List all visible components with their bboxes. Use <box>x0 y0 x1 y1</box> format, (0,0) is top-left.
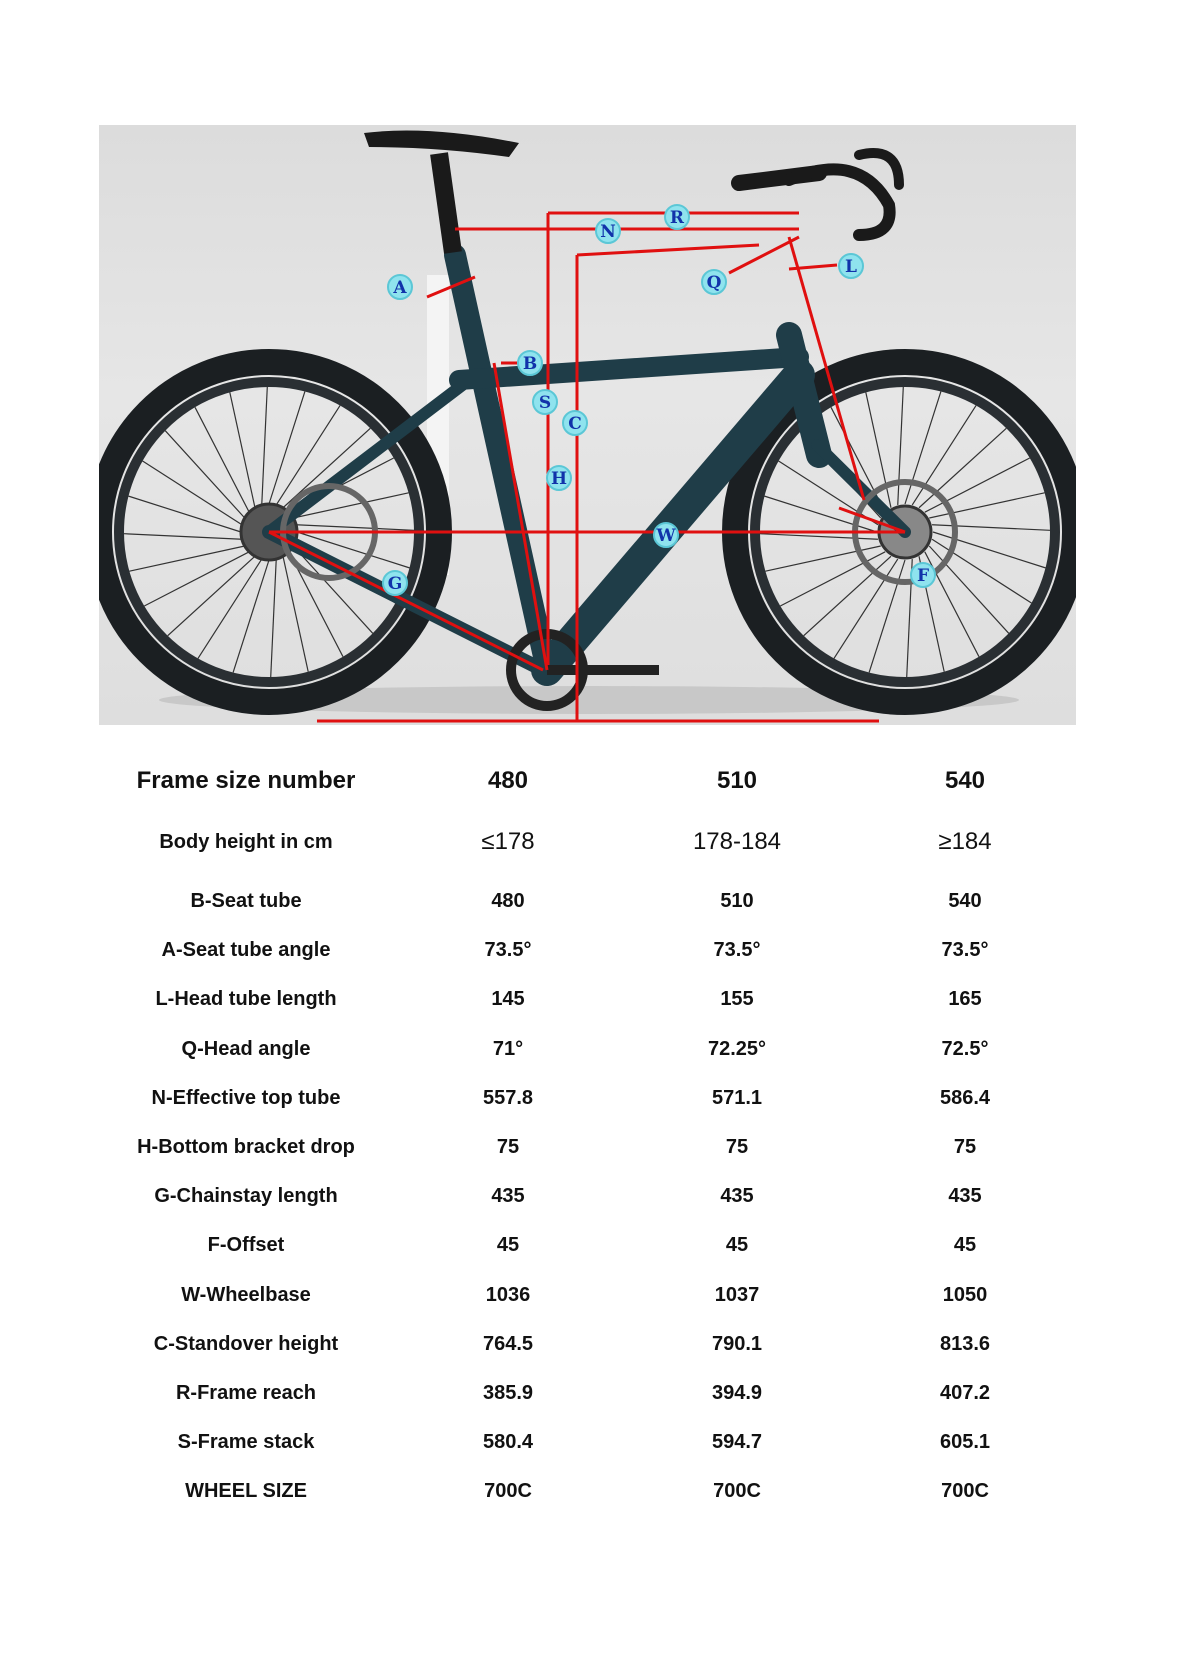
marker-letter: B <box>522 354 538 374</box>
table-row <box>98 1418 1078 1467</box>
row-value: 700C <box>713 1480 761 1503</box>
marker-letter: Q <box>706 273 722 293</box>
marker-f <box>911 563 935 587</box>
marker-r <box>665 205 689 229</box>
row-label: Body height in cm <box>159 830 333 853</box>
table-row <box>98 1025 1078 1074</box>
handlebar <box>739 153 899 235</box>
row-value: 557.8 <box>482 1086 534 1109</box>
row-value: 586.4 <box>939 1086 991 1109</box>
row-value: 73.5° <box>484 939 532 962</box>
bike-frame <box>269 255 905 670</box>
row-label: S-Frame stack <box>177 1431 315 1454</box>
row-value: 813.6 <box>939 1332 991 1355</box>
bike-illustration <box>99 125 1076 725</box>
row-label: C-Standover height <box>153 1332 339 1355</box>
marker-l <box>839 254 863 278</box>
table-row <box>98 877 1078 926</box>
row-value: ≤178 <box>481 828 535 855</box>
row-value: 594.7 <box>711 1431 763 1454</box>
row-value: 480 <box>491 890 525 913</box>
row-value: 45 <box>725 1234 749 1257</box>
row-value: 75 <box>725 1136 749 1159</box>
table-row <box>98 926 1078 975</box>
marker-c <box>563 411 587 435</box>
row-value: 72.25° <box>707 1037 767 1060</box>
row-value: 45 <box>953 1234 977 1257</box>
row-label: N-Effective top tube <box>151 1086 341 1109</box>
row-label: A-Seat tube angle <box>161 939 331 962</box>
row-label: G-Chainstay length <box>154 1185 338 1208</box>
marker-letter: N <box>600 222 616 242</box>
table-row <box>98 1221 1078 1270</box>
saddle <box>364 131 519 254</box>
row-value: 764.5 <box>482 1332 534 1355</box>
row-value: 407.2 <box>939 1381 991 1404</box>
marker-b <box>518 351 542 375</box>
marker-g <box>383 571 407 595</box>
marker-letter: C <box>568 414 582 434</box>
geometry-table <box>98 755 1078 1516</box>
row-value: 385.9 <box>482 1381 534 1404</box>
table-row <box>98 975 1078 1024</box>
table-row <box>98 1172 1078 1221</box>
marker-letter: W <box>656 526 676 546</box>
row-label: B-Seat tube <box>190 890 302 913</box>
marker-a <box>388 275 412 299</box>
frame-size-480: 480 <box>487 767 529 794</box>
row-value: 435 <box>491 1185 525 1208</box>
row-value: 435 <box>720 1185 754 1208</box>
row-value: 178-184 <box>692 828 782 855</box>
row-value: 394.9 <box>711 1381 763 1404</box>
row-label: Q-Head angle <box>181 1037 311 1060</box>
frame-size-label: Frame size number <box>136 767 356 794</box>
row-value: 580.4 <box>482 1431 534 1454</box>
row-value: 1037 <box>714 1283 760 1306</box>
row-label: R-Frame reach <box>175 1381 317 1404</box>
table-row <box>98 1467 1078 1516</box>
table-row <box>98 807 1078 877</box>
row-value: 145 <box>491 988 525 1011</box>
row-value: 155 <box>720 988 754 1011</box>
row-value: 71° <box>492 1037 524 1060</box>
row-value: 435 <box>948 1185 982 1208</box>
row-value: 540 <box>948 890 982 913</box>
row-value: 165 <box>948 988 982 1011</box>
row-value: 605.1 <box>939 1431 991 1454</box>
marker-letter: H <box>550 469 568 489</box>
row-value: 73.5° <box>941 939 989 962</box>
row-label: L-Head tube length <box>155 988 337 1011</box>
marker-n <box>596 219 620 243</box>
bike-geometry-figure <box>99 125 1076 725</box>
frame-size-510: 510 <box>716 767 758 794</box>
marker-q <box>702 270 726 294</box>
table-row <box>98 1074 1078 1123</box>
row-value: 75 <box>953 1136 977 1159</box>
table-row <box>98 1320 1078 1369</box>
row-value: 700C <box>941 1480 989 1503</box>
marker-letter: S <box>538 393 552 413</box>
row-value: 510 <box>720 890 754 913</box>
row-value: 1050 <box>942 1283 988 1306</box>
marker-s <box>533 390 557 414</box>
marker-h <box>547 466 571 490</box>
row-value: 790.1 <box>711 1332 763 1355</box>
marker-letter: A <box>393 278 407 298</box>
row-value: 72.5° <box>941 1037 989 1060</box>
row-value: 571.1 <box>711 1086 763 1109</box>
row-value: 700C <box>484 1480 532 1503</box>
marker-letter: F <box>916 566 930 586</box>
row-value: 73.5° <box>713 939 761 962</box>
table-row <box>98 1271 1078 1320</box>
row-label: H-Bottom bracket drop <box>137 1136 355 1159</box>
row-value: 45 <box>496 1234 520 1257</box>
marker-letter: R <box>669 208 685 228</box>
frame-size-header-row <box>98 755 1078 807</box>
row-value: 1036 <box>485 1283 531 1306</box>
row-label: F-Offset <box>207 1234 285 1257</box>
marker-letter: L <box>845 257 857 277</box>
row-value: ≥184 <box>938 828 992 855</box>
table-row <box>98 1369 1078 1418</box>
row-label: WHEEL SIZE <box>185 1480 307 1503</box>
marker-w <box>654 523 678 547</box>
frame-size-540: 540 <box>944 767 986 794</box>
table-row <box>98 1123 1078 1172</box>
marker-letter: G <box>387 574 403 594</box>
row-value: 75 <box>496 1136 520 1159</box>
row-label: W-Wheelbase <box>181 1283 311 1306</box>
